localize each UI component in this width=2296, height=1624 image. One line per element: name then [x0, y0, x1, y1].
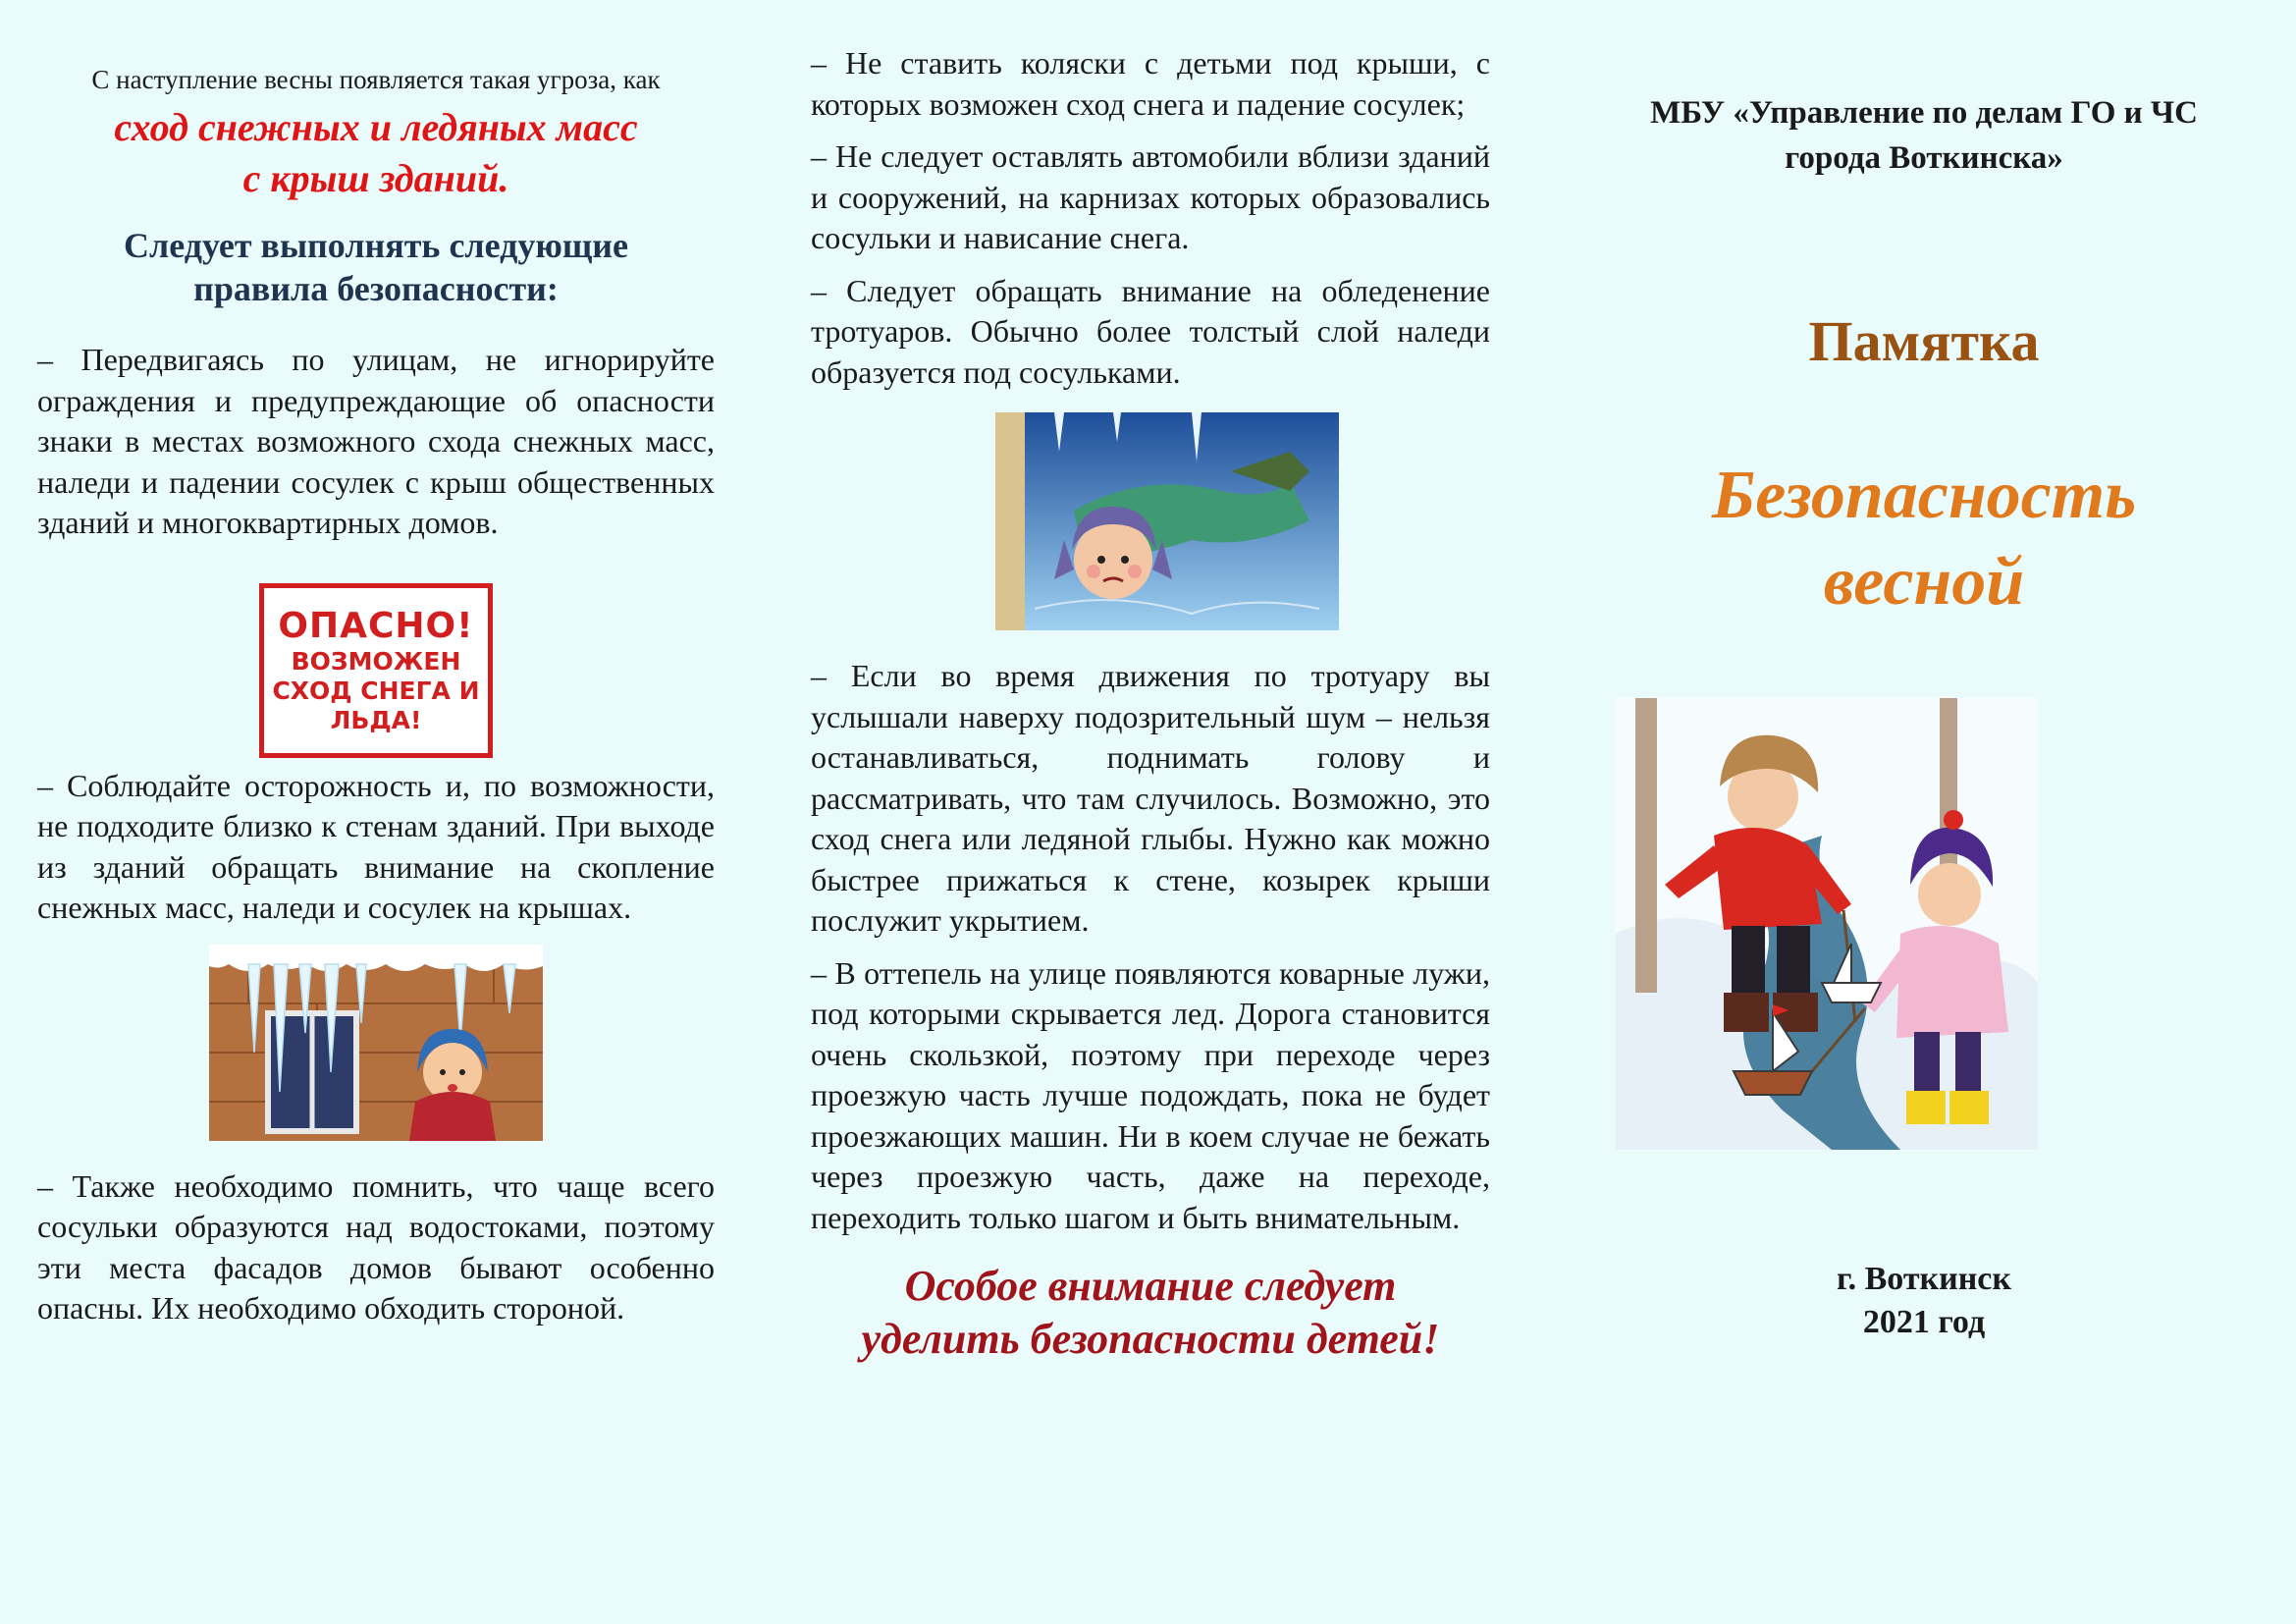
girl-icicles-illustration [209, 945, 543, 1141]
city-label: г. Воткинск [1837, 1261, 2011, 1297]
organization-line1: МБУ «Управление по делам ГО и ЧС [1650, 95, 2198, 131]
organization-line2: города Воткинска» [1785, 140, 2063, 176]
children-safety-emphasis [811, 1260, 1490, 1366]
leaflet-label: Памятка [1808, 309, 2040, 373]
boy-slipping-illustration [995, 412, 1339, 630]
rule-paragraph: – Соблюдайте осторожность и, по возможности, не подходите близко к стенам зданий. При выходе из зданий обращать внимание на скопление снежных масс, наледи и сосулек на крышах. [37, 767, 715, 925]
rule-paragraph: – Также необходимо помнить, что чаще всего сосульки образуются над водостоками, поэтому эти места фасадов домов бывают особенно опасны. Их необходимо обходить стороной. [37, 1167, 715, 1326]
title-line2: весной [1823, 544, 2025, 620]
children-paper-boats-illustration [1616, 698, 2038, 1150]
intro-text: С наступление весны появляется такая угроза, как [91, 65, 661, 94]
rule-paragraph: – Не следует оставлять автомобили вблизи зданий и сооружений, на карнизах которых образовались сосульки и нависание снега. [811, 138, 1490, 255]
organization-name [1571, 90, 2277, 181]
emphasis-line1: Особое внимание следует [904, 1262, 1397, 1310]
danger-headline-line1: сход снежных и ледяных масс [114, 105, 638, 149]
rules-title [37, 224, 715, 310]
leaflet-title [1571, 453, 2277, 625]
warning-sign-wrapper [37, 583, 715, 758]
rules-title-line1: Следует выполнять следующие [124, 226, 628, 265]
rule-paragraph: – Следует обращать внимание на обледенение тротуаров. Обычно более толстый слой наледи образуется под сосульками. [811, 272, 1490, 390]
middle-panel [811, 0, 1490, 1366]
warning-sign-line1: ОПАСНО! [278, 605, 474, 646]
rule-paragraph: – Передвигаясь по улицам, не игнорируйте ограждения и предупреждающие об опасности знаки в местах возможного схода снежных масс, наледи и падении сосулек с крыш общественных зданий и многоквартирных домов. [37, 342, 715, 540]
footer-block [1571, 1258, 2277, 1344]
title-line1: Безопасность [1711, 458, 2137, 533]
cover-panel [1571, 0, 2277, 1344]
warning-sign-line4: ЛЬДА! [330, 705, 422, 734]
warning-sign-line3: СХОД СНЕГА И [272, 676, 480, 705]
danger-headline-line2: с крыш зданий. [242, 156, 509, 200]
emphasis-line2: уделить безопасности детей! [861, 1315, 1440, 1363]
left-panel [37, 0, 715, 1329]
rule-paragraph: – Не ставить коляски с детьми под крыши, с которых возможен сход снега и падение сосулек; [811, 45, 1490, 122]
rule-paragraph: – В оттепель на улице появляются коварные лужи, под которыми скрывается лед. Дорога становится очень скользкой, поэтому при переходе через проезжую часть лучше подождать, пока не будет проезжающих машин. Ни в коем случае не бежать через проезжую часть, даже на переходе, переходить только шагом и быть внимательным. [811, 954, 1490, 1235]
rule-paragraph: – Если во время движения по тротуару вы услышали наверху подозрительный шум – нельзя останавливаться, поднимать голову и рассматривать, что там случилось. Возможно, это сход снега или ледяной глыбы. Нужно как можно быстрее прижаться к стене, козырек крыши послужит укрытием. [811, 658, 1490, 938]
warning-sign [259, 583, 493, 758]
danger-headline [37, 102, 715, 204]
year-label: 2021 год [1862, 1304, 1986, 1340]
rules-title-line2: правила безопасности: [193, 269, 559, 308]
warning-sign-line2: ВОЗМОЖЕН [291, 646, 461, 676]
